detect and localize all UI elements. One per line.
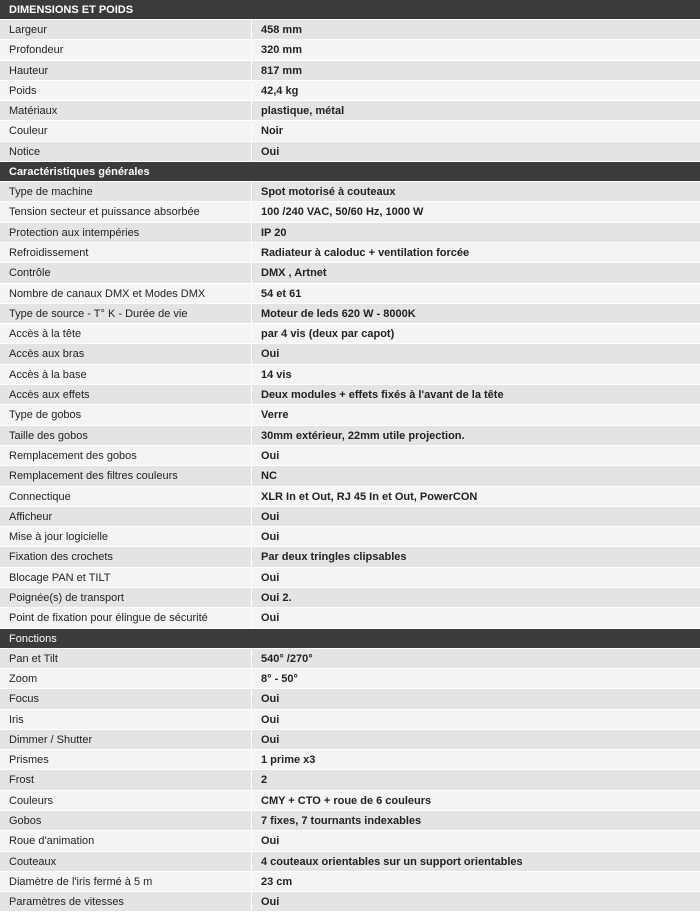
spec-row xyxy=(0,81,700,101)
spec-row xyxy=(0,426,700,446)
spec-value: Oui xyxy=(261,348,280,361)
spec-value: Oui xyxy=(261,531,280,544)
spec-label: Remplacement des gobos xyxy=(0,446,252,465)
spec-value: 8° - 50° xyxy=(261,672,298,685)
spec-label: Matériaux xyxy=(0,101,252,120)
spec-value: Oui xyxy=(261,510,280,523)
spec-label: Pan et Tilt xyxy=(0,649,252,668)
spec-row xyxy=(0,770,700,790)
spec-row xyxy=(0,182,700,202)
spec-label: Hauteur xyxy=(0,61,252,80)
spec-row xyxy=(0,61,700,81)
spec-label: Couleurs xyxy=(0,791,252,810)
spec-row xyxy=(0,142,700,162)
spec-label: Roue d'animation xyxy=(0,831,252,850)
spec-value: 14 vis xyxy=(261,368,292,381)
spec-value: Oui xyxy=(261,835,280,848)
spec-row xyxy=(0,730,700,750)
spec-label: Zoom xyxy=(0,669,252,688)
spec-value: plastique, métal xyxy=(261,105,345,118)
spec-value: Noir xyxy=(261,125,283,138)
spec-value: 54 et 61 xyxy=(261,287,302,300)
spec-label: Type de gobos xyxy=(0,405,252,424)
spec-label: Point de fixation pour élingue de sécurité xyxy=(0,608,252,627)
spec-value: 817 mm xyxy=(261,64,302,77)
spec-value: Moteur de leds 620 W - 8000K xyxy=(261,307,416,320)
spec-label: Diamètre de l'iris fermé à 5 m xyxy=(0,872,252,891)
spec-value: 7 fixes, 7 tournants indexables xyxy=(261,814,422,827)
spec-label: Dimmer / Shutter xyxy=(0,730,252,749)
spec-label: Gobos xyxy=(0,811,252,830)
spec-label: Frost xyxy=(0,770,252,789)
spec-value: 540° /270° xyxy=(261,652,313,665)
spec-label: Accès aux effets xyxy=(0,385,252,404)
spec-row xyxy=(0,446,700,466)
spec-label: Taille des gobos xyxy=(0,426,252,445)
spec-row xyxy=(0,365,700,385)
spec-row xyxy=(0,852,700,872)
section-header: Fonctions xyxy=(0,629,700,649)
spec-row xyxy=(0,750,700,770)
spec-row xyxy=(0,649,700,669)
spec-row xyxy=(0,507,700,527)
spec-label: Nombre de canaux DMX et Modes DMX xyxy=(0,284,252,303)
spec-label: Connectique xyxy=(0,487,252,506)
spec-row xyxy=(0,385,700,405)
spec-value: NC xyxy=(261,470,277,483)
spec-row xyxy=(0,40,700,60)
spec-label: Couteaux xyxy=(0,852,252,871)
spec-row xyxy=(0,487,700,507)
spec-value: CMY + CTO + roue de 6 couleurs xyxy=(261,794,432,807)
spec-row xyxy=(0,568,700,588)
spec-value: Radiateur à caloduc + ventilation forcée xyxy=(261,246,470,259)
spec-label: Tension secteur et puissance absorbée xyxy=(0,202,252,221)
spec-label: Poids xyxy=(0,81,252,100)
spec-label: Poignée(s) de transport xyxy=(0,588,252,607)
spec-value: Verre xyxy=(261,409,289,422)
spec-label: Accès à la tête xyxy=(0,324,252,343)
spec-row xyxy=(0,202,700,222)
spec-row xyxy=(0,223,700,243)
spec-value: 42,4 kg xyxy=(261,84,299,97)
spec-value: Oui xyxy=(261,145,280,158)
spec-row xyxy=(0,101,700,121)
spec-row xyxy=(0,547,700,567)
spec-row xyxy=(0,831,700,851)
spec-row xyxy=(0,588,700,608)
spec-label: Accès aux bras xyxy=(0,344,252,363)
spec-label: Accès à la base xyxy=(0,365,252,384)
spec-row xyxy=(0,669,700,689)
spec-label: Type de source - T° K - Durée de vie xyxy=(0,304,252,323)
spec-label: Paramètres de vitesses xyxy=(0,892,252,911)
spec-label: Largeur xyxy=(0,20,252,39)
spec-label: Afficheur xyxy=(0,507,252,526)
spec-row xyxy=(0,121,700,141)
spec-label: Couleur xyxy=(0,121,252,140)
spec-row xyxy=(0,791,700,811)
spec-label: Profondeur xyxy=(0,40,252,59)
spec-row xyxy=(0,892,700,912)
spec-row xyxy=(0,243,700,263)
spec-value: Par deux tringles clipsables xyxy=(261,551,407,564)
section-header: Caractéristiques générales xyxy=(0,162,700,182)
spec-value: 100 /240 VAC, 50/60 Hz, 1000 W xyxy=(261,206,424,219)
spec-value: Oui xyxy=(261,612,280,625)
spec-row xyxy=(0,324,700,344)
section-header: DIMENSIONS ET POIDS xyxy=(0,0,700,20)
spec-label: Mise à jour logicielle xyxy=(0,527,252,546)
spec-value: Oui xyxy=(261,733,280,746)
spec-row xyxy=(0,344,700,364)
spec-label: Focus xyxy=(0,689,252,708)
spec-label: Blocage PAN et TILT xyxy=(0,568,252,587)
spec-value: 23 cm xyxy=(261,875,293,888)
spec-label: Contrôle xyxy=(0,263,252,282)
spec-label: Remplacement des filtres couleurs xyxy=(0,466,252,485)
spec-value: Oui xyxy=(261,693,280,706)
spec-row xyxy=(0,284,700,304)
spec-value: XLR In et Out, RJ 45 In et Out, PowerCON xyxy=(261,490,478,503)
spec-label: Prismes xyxy=(0,750,252,769)
spec-row xyxy=(0,405,700,425)
spec-label: Notice xyxy=(0,142,252,161)
spec-value: Spot motorisé à couteaux xyxy=(261,186,396,199)
spec-value: DMX , Artnet xyxy=(261,267,327,280)
spec-value: IP 20 xyxy=(261,226,287,239)
spec-value: 1 prime x3 xyxy=(261,754,316,767)
spec-value: Oui xyxy=(261,449,280,462)
spec-value: Oui xyxy=(261,896,280,909)
spec-row xyxy=(0,811,700,831)
spec-row xyxy=(0,710,700,730)
spec-value: 320 mm xyxy=(261,44,302,57)
spec-row xyxy=(0,872,700,892)
spec-label: Protection aux intempéries xyxy=(0,223,252,242)
spec-value: 30mm extérieur, 22mm utile projection. xyxy=(261,429,465,442)
spec-row xyxy=(0,689,700,709)
spec-value: 4 couteaux orientables sur un support orientables xyxy=(261,855,523,868)
spec-row xyxy=(0,527,700,547)
spec-value: par 4 vis (deux par capot) xyxy=(261,328,395,341)
spec-value: 2 xyxy=(261,774,268,787)
spec-row xyxy=(0,263,700,283)
spec-value: Oui xyxy=(261,571,280,584)
spec-value: 458 mm xyxy=(261,24,302,36)
spec-label: Iris xyxy=(0,710,252,729)
spec-value: Oui xyxy=(261,713,280,726)
spec-value: Oui 2. xyxy=(261,592,292,605)
spec-value: Deux modules + effets fixés à l'avant de la tête xyxy=(261,389,504,402)
spec-row xyxy=(0,20,700,40)
spec-row xyxy=(0,304,700,324)
spec-label: Refroidissement xyxy=(0,243,252,262)
spec-label: Type de machine xyxy=(0,182,252,201)
spec-row xyxy=(0,466,700,486)
spec-label: Fixation des crochets xyxy=(0,547,252,566)
spec-row xyxy=(0,608,700,628)
